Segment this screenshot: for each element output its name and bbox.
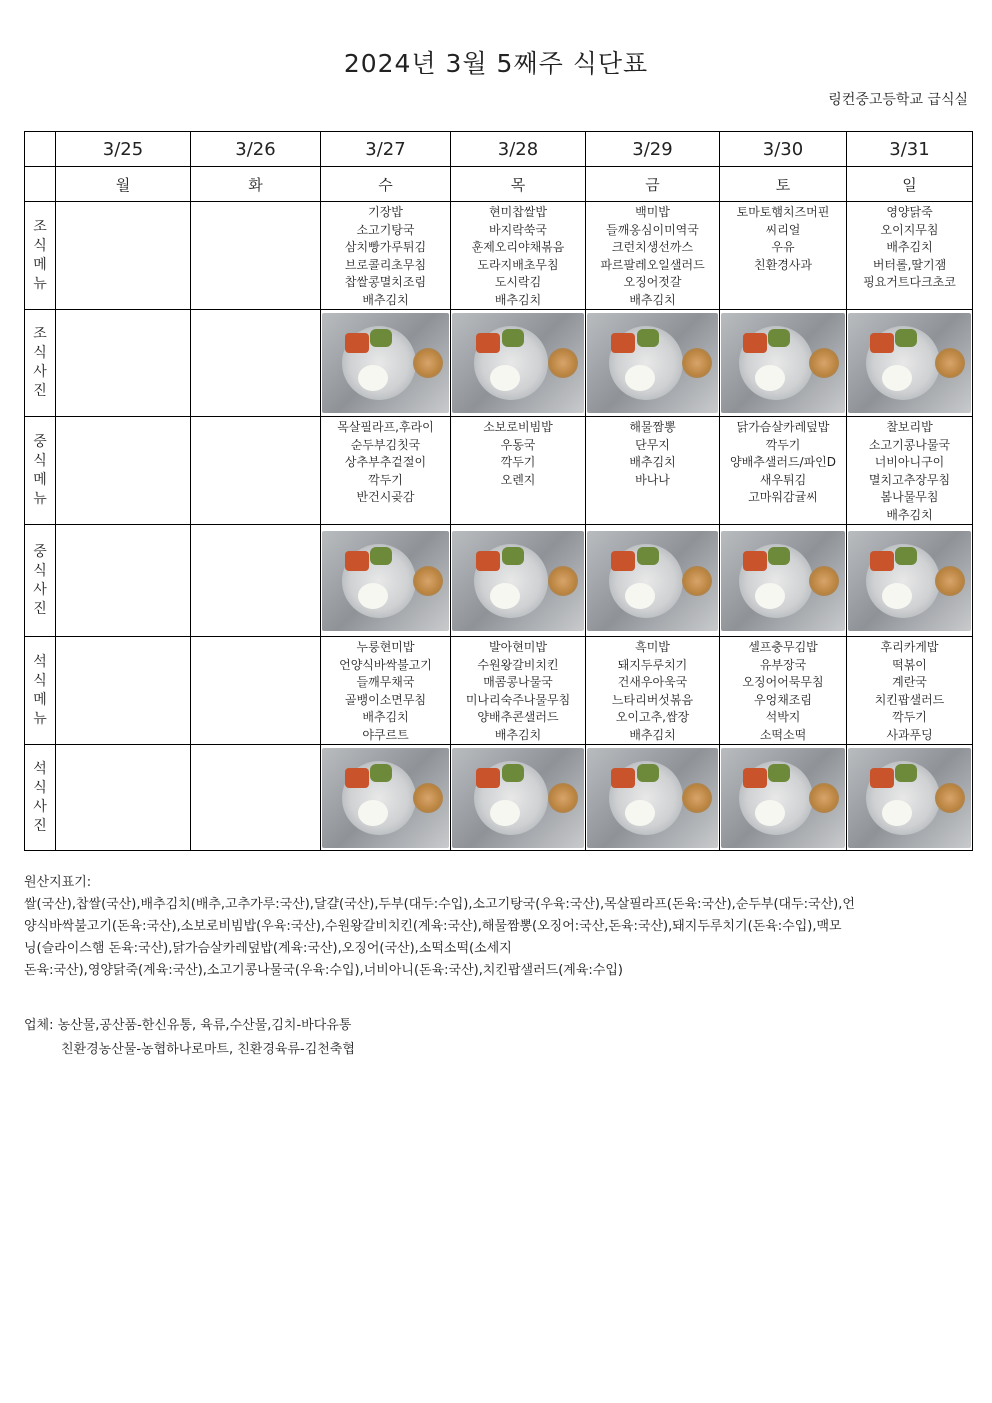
- menu-item: 토마토햄치즈머핀: [736, 205, 830, 219]
- meal-photo: [587, 531, 718, 631]
- meal-photo: [452, 748, 584, 848]
- menu-item: 매콤콩나물국: [483, 675, 553, 689]
- menu-item: 오징어젓갈: [623, 275, 682, 289]
- photo-cell-empty: [191, 745, 321, 851]
- menu-cell: [586, 417, 720, 525]
- row-label-dinner-photo: 석 식 사 진: [25, 745, 56, 851]
- date-cell: 3/25: [56, 132, 191, 167]
- menu-item: 소보로비빔밥: [483, 420, 553, 434]
- menu-item: 현미찹쌀밥: [489, 205, 547, 219]
- menu-item: 소떡소떡: [759, 727, 807, 742]
- menu-item: 오렌지: [500, 472, 536, 487]
- weekday-header-row: [25, 167, 973, 202]
- menu-item: 고마워감귤씨: [748, 490, 818, 504]
- menu-item: 배추김치: [494, 292, 542, 307]
- meal-photo: [452, 531, 584, 631]
- menu-item: 봄나물무침: [880, 490, 939, 504]
- weekday-cell: 일: [847, 167, 973, 202]
- menu-item: 상추부추겉절이: [344, 455, 427, 469]
- menu-item: 영양닭죽: [886, 205, 933, 219]
- menu-item: 삼치빵가루튀김: [344, 240, 427, 254]
- dinner-photo-row: [25, 745, 973, 851]
- meal-photo: [322, 531, 449, 631]
- vendor-line: 업체: 농산물,공산품-한신유통, 육류,수산물,김치-바다유통: [24, 1018, 352, 1033]
- menu-item: 오이지무침: [880, 222, 939, 237]
- menu-cell: [847, 637, 973, 745]
- menu-item: 배추김치: [362, 292, 409, 307]
- menu-cell: [720, 637, 847, 745]
- origin-line: 돈육:국산),영양닭죽(계육:국산),소고기콩나물국(우육:수입),너비아니(돈육:국산),치킨팝샐러드(계육:수입): [24, 963, 623, 978]
- weekday-cell: 월: [56, 167, 191, 202]
- menu-item: 돼지두루치기: [617, 657, 688, 672]
- menu-cell: [321, 417, 451, 525]
- menu-item: 바나나: [635, 472, 670, 487]
- photo-cell-empty: [191, 525, 321, 637]
- menu-cell: [720, 202, 847, 310]
- row-label-breakfast-menu: 조 식 메 뉴: [25, 202, 56, 310]
- menu-item: 양배추콘샐러드: [477, 710, 559, 724]
- menu-item: 들깨옹심이미역국: [606, 222, 699, 237]
- date-cell: 3/28: [451, 132, 586, 167]
- menu-item: 양배추샐러드/파인D: [729, 455, 837, 469]
- menu-item: 흑미밥: [635, 640, 670, 654]
- row-label-lunch-menu: 중 식 메 뉴: [25, 417, 56, 525]
- menu-item: 깍두기: [368, 472, 403, 487]
- menu-item: 닭가슴살카레덮밥: [736, 420, 830, 434]
- menu-item: 유부장국: [759, 657, 807, 672]
- menu-cell: [321, 202, 451, 310]
- menu-item: 깍두기: [892, 710, 927, 724]
- meal-photo: [322, 313, 449, 413]
- menu-item: 골뱅이소면무침: [344, 692, 427, 707]
- menu-item: 새우튀김: [759, 472, 807, 487]
- menu-item: 기장밥: [368, 205, 403, 219]
- photo-cell-empty: [56, 310, 191, 417]
- menu-cell: [191, 637, 321, 745]
- vendor-notes: [24, 1014, 355, 1062]
- weekday-cell: 수: [321, 167, 451, 202]
- menu-cell: [56, 637, 191, 745]
- menu-item: 배추김치: [629, 727, 676, 742]
- origin-line: 양식바싹불고기(돈육:국산),소보로비빔밥(우육:국산),수원왕갈비치킨(계육:국산),해물짬뽕(오징어:국산,돈육:국산),돼지두루치기(돈육:수입),맥모: [24, 919, 842, 934]
- weekday-cell: 토: [720, 167, 847, 202]
- menu-item: 누룽현미밥: [356, 640, 415, 654]
- menu-item: 버터롤,딸기잼: [872, 257, 947, 272]
- menu-item: 바지락쑥국: [489, 222, 547, 237]
- menu-item: 치킨팝샐러드: [874, 692, 945, 707]
- menu-item: 석박지: [765, 710, 801, 724]
- menu-cell: [56, 417, 191, 525]
- school-cafeteria-name: 링컨중고등학교 급식실: [828, 92, 968, 108]
- meal-photo: [721, 531, 845, 631]
- menu-cell: [586, 637, 720, 745]
- menu-item: 언양식바싹불고기: [339, 657, 432, 672]
- meal-photo: [587, 748, 718, 848]
- meal-photo: [848, 531, 971, 631]
- menu-item: 발아현미밥: [489, 640, 547, 654]
- origin-heading: 원산지표기:: [24, 875, 92, 890]
- meal-photo: [587, 313, 718, 413]
- origin-line: 쌀(국산),찹쌀(국산),배추김치(배추,고추가루:국산),달걀(국산),두부(대두:수입),소고기탕국(우육:국산),목살필라프(돈육:국산),순두부(대두:국산),언: [24, 897, 855, 912]
- page-title: 2024년 3월 5째주 식단표: [343, 49, 649, 78]
- date-header-row: [25, 132, 973, 167]
- menu-item: 배추김치: [629, 455, 676, 469]
- menu-item: 야쿠르트: [362, 727, 409, 742]
- weekday-cell: 목: [451, 167, 586, 202]
- lunch-menu-row: [25, 417, 973, 525]
- menu-item: 느타리버섯볶음: [611, 692, 694, 707]
- vendor-line: 친환경농산물-농협하나로마트, 친환경육류-김천축협: [61, 1042, 355, 1057]
- date-cell: 3/31: [847, 132, 973, 167]
- meal-photo: [848, 748, 971, 848]
- menu-cell: [720, 417, 847, 525]
- menu-item: 건새우아욱국: [617, 675, 688, 689]
- menu-item: 우동국: [500, 437, 536, 452]
- meal-photo: [848, 313, 971, 413]
- menu-item: 후리카게밥: [880, 640, 939, 654]
- meal-photo: [721, 748, 845, 848]
- menu-item: 크런치생선까스: [611, 240, 694, 254]
- menu-item: 미나리숙주나물무침: [465, 692, 571, 707]
- menu-item: 배추김치: [362, 710, 409, 724]
- menu-item: 들깨무채국: [356, 675, 415, 689]
- menu-cell: [847, 202, 973, 310]
- menu-item: 우엉채조림: [754, 692, 812, 707]
- weekday-cell: 화: [191, 167, 321, 202]
- menu-cell: [847, 417, 973, 525]
- menu-item: 찰보리밥: [886, 420, 933, 434]
- menu-item: 브로콜리초무침: [344, 257, 427, 272]
- meal-photo: [322, 748, 449, 848]
- menu-item: 사과푸딩: [886, 727, 933, 742]
- menu-cell: [56, 202, 191, 310]
- lunch-photo-row: [25, 525, 973, 637]
- menu-cell: [321, 637, 451, 745]
- menu-cell: [451, 637, 586, 745]
- row-label-lunch-photo: 중 식 사 진: [25, 525, 56, 637]
- menu-item: 찹쌀콩멸치조림: [344, 275, 427, 289]
- menu-item: 훈제오리야채볶음: [471, 240, 565, 254]
- menu-cell: [586, 202, 720, 310]
- date-cell: 3/27: [321, 132, 451, 167]
- menu-item: 목살필라프,후라이: [337, 420, 434, 434]
- menu-item: 친환경사과: [754, 257, 812, 272]
- menu-item: 너비아니구이: [874, 455, 945, 469]
- menu-item: 핑요거트다크초코: [863, 275, 956, 289]
- menu-item: 해물짬뽕: [629, 420, 676, 434]
- photo-cell-empty: [191, 310, 321, 417]
- menu-item: 씨리얼: [765, 222, 801, 237]
- breakfast-menu-row: [25, 202, 973, 310]
- menu-item: 반건시곶감: [356, 490, 415, 504]
- menu-item: 셀프충무김밥: [748, 640, 818, 654]
- menu-item: 순두부김칫국: [350, 437, 421, 452]
- menu-item: 멸치고추장무침: [868, 472, 951, 487]
- origin-line: 닝(슬라이스햄 돈육:국산),닭가슴살카레덮밥(계육:국산),오징어(국산),소떡소떡(소세지: [24, 941, 512, 956]
- menu-item: 도시락김: [494, 275, 542, 289]
- menu-item: 계란국: [892, 675, 927, 689]
- breakfast-photo-row: [25, 310, 973, 417]
- menu-item: 떡볶이: [892, 657, 927, 672]
- date-cell: 3/30: [720, 132, 847, 167]
- menu-item: 단무지: [635, 437, 670, 452]
- menu-cell: [451, 417, 586, 525]
- meal-photo: [452, 313, 584, 413]
- menu-item: 배추김치: [629, 292, 676, 307]
- menu-item: 배추김치: [494, 727, 542, 742]
- menu-item: 도라지배초무침: [477, 257, 559, 272]
- origin-notes: [24, 872, 970, 982]
- menu-item: 소고기콩나물국: [868, 437, 951, 452]
- weekday-cell: 금: [586, 167, 720, 202]
- menu-item: 우유: [771, 240, 795, 254]
- menu-cell: [191, 417, 321, 525]
- row-label-dinner-menu: 석 식 메 뉴: [25, 637, 56, 745]
- weekly-menu-table: [24, 131, 973, 851]
- menu-item: 깍두기: [765, 437, 801, 452]
- photo-cell-empty: [56, 525, 191, 637]
- menu-cell: [191, 202, 321, 310]
- menu-item: 배추김치: [886, 507, 933, 522]
- date-cell: 3/26: [191, 132, 321, 167]
- menu-item: 수원왕갈비치킨: [477, 657, 559, 672]
- menu-item: 소고기탕국: [356, 222, 415, 237]
- menu-item: 오징어어묵무침: [742, 675, 824, 689]
- menu-item: 백미밥: [635, 205, 670, 219]
- photo-cell-empty: [56, 745, 191, 851]
- menu-item: 오이고추,쌈장: [615, 710, 690, 724]
- menu-cell: [451, 202, 586, 310]
- date-cell: 3/29: [586, 132, 720, 167]
- menu-item: 파르팔레오일샐러드: [600, 257, 705, 272]
- row-label-breakfast-photo: 조 식 사 진: [25, 310, 56, 417]
- menu-item: 깍두기: [500, 455, 536, 469]
- meal-photo: [721, 313, 845, 413]
- dinner-menu-row: [25, 637, 973, 745]
- menu-item: 배추김치: [886, 240, 933, 254]
